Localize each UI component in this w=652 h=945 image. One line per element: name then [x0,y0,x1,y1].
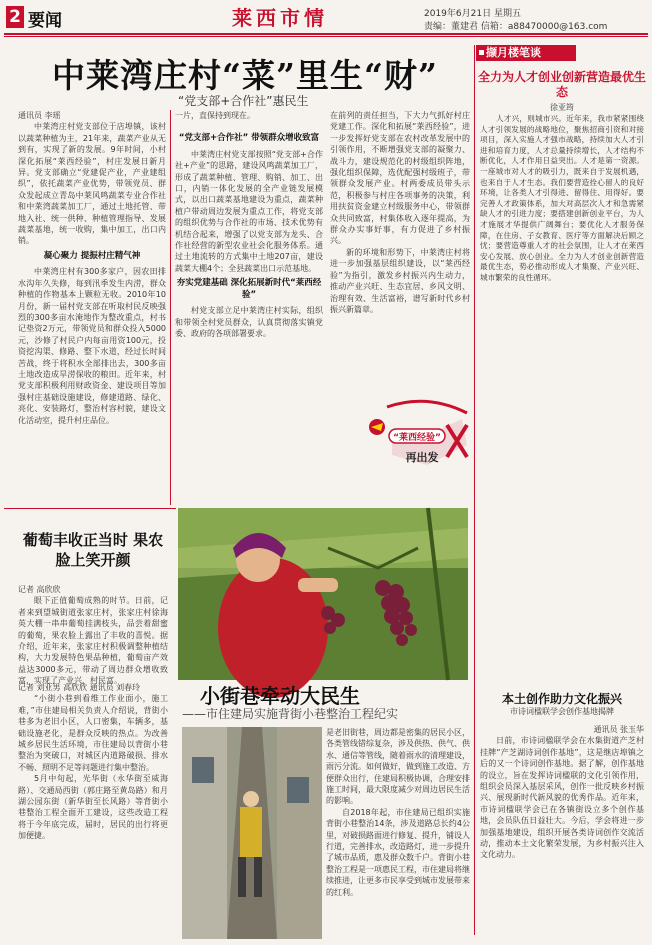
svg-text:再出发: 再出发 [405,451,439,464]
grape-byline: 记者 高欣欣 [18,585,61,594]
sidebar-article [480,114,644,674]
page-number: 2 [6,6,24,28]
newspaper-name: 莱西市情 [232,6,328,30]
culture-headline: 本土创作助力文化振兴 [501,692,622,706]
grape-headline: 葡萄丰收正当时 果农脸上笑开颜 [22,531,164,569]
section-rule [4,508,176,509]
laixi-experience-logo [367,395,477,477]
main-subhead: 凝心聚力 提振村庄精气神 [43,250,141,261]
alley-paragraph: “小街小巷到看维工作业面小，施工难，”市住建局相关负责人介绍说，背街小巷多为老旧小区，人口密集，车辆多，基础设施老化，是群众反映的热点。为改善城乡居民生活环境，市住建局以背街小巷整治为突破口，对城区内道路破损、排水不畅、照明不足等问题进行集中整治。 [18,694,168,772]
main-article-col1 [18,110,166,522]
sidebar-headline: 全力为人才创业创新营造最优生态 [478,70,647,99]
main-paragraph: 一片，直保持到现在。 [175,111,255,120]
header-rule [4,33,648,35]
main-paragraph: 在前列的责任担当，下大力气抓好村庄党建工作。深化和拓展“莱西经验”，进一步发挥好党支部在农村改革发展中的引领作用，不断增强党支部的凝聚力、战斗力，建设规范化的村级组织阵地，强化组织保障，选优配强村级班子，带领群众发展产业。村两委成员带头示范，积极参与村庄各项事务的决策，利用扶贫资金建立村级服务中心，带领群众共同致富，村集体收入逐年提高，为群众办实事好事，有力促进了乡村振兴。 [330,111,470,246]
culture-paragraph: 日前，市诗词楹联学会在水集街道产芝村挂牌“产芝湖诗词创作基地”，这是继店埠镇之后的又一个诗词创作基地。据了解，创作基地的设立，旨在发挥诗词楹联的文化引领作用，组织会员深入基层采风，创作一批反映乡村振兴、展现新时代新风貌的优秀作品。近年来，市诗词楹联学会已在各镇街设立多个创作基地，会员队伍日益壮大。今后，学会将进一步加强基地建设，组织开展各类诗词创作交流活动，推动本土文化繁荣发展，为乡村振兴注入文化动力。 [480,736,644,860]
culture-article [480,724,644,939]
main-paragraph: 中莱湾庄村党支部按照“党支部+合作社+产业”的思路，建设风鸣蔬菜加工厂，形成了蔬菜种植、管理、购销、加工、出口，内销一体化发展的全产业链发展模式，以出口蔬菜基地建设为重点，蔬菜种植户带动周边发展为重点工作，将党支部的组织优势与合作社的市场、技术优势有机结合起来，增强了以党支部为龙头、合作社经营的新型农业社会化服务体系。通过土地流转的方式集中土地207亩，建设蔬菜大棚4个；全县蔬菜出口示范基地。 [175,149,323,273]
alley-paragraph: 自2018年起，市住建局已组织实施背街小巷整治14条，涉及道路总长约4公里，对破损路面进行修复、提升，铺设人行道，完善排水，改造路灯，进一步提升了城市品质，惠及群众数千户。背街小巷整治工程是一项惠民工程，市住建局将继续推进，让更多市民享受到城市发展带来的红利。 [326,807,470,897]
main-byline: 通讯员 李瑶 [18,111,61,120]
sidebar-author: 徐亚筠 [550,103,574,112]
alley-headline: 小街巷牵动大民生 [200,684,360,708]
main-headline: 中莱湾庄村“菜”里生“财” [52,56,438,95]
main-subtitle: “党支部+合作社”惠民生 [178,94,309,108]
svg-text:“莱西经验”: “莱西经验” [393,433,441,443]
grape-harvest-photo [178,508,468,680]
alley-byline: 记者 刘亚男 高欣欣 通讯员 刘春玲 [18,683,141,692]
sidebar-paragraph: 人才兴，则城市兴。近年来，我市紧紧围绕人才引领发展的战略地位，聚焦招商引资和对接项目，深入实施人才强市战略，持续加大人才引进和培育力度，人才总量持续增长，人才结构不断优化，人才作用日益突出。人才是第一资源。一座城市对人才的吸引力，既来自于发展机遇，也来自于人才生态。我们要营造拴心留人的良好环境，让各类人才引得进、留得住、用得好。要完善人才政策体系，加大对高层次人才和急需紧缺人才的引进力度；要搭建创新创业平台，为人才施展才华提供广阔舞台；要优化人才服务保障，在住房、子女教育、医疗等方面解决后顾之忧；要营造尊重人才的社会氛围，让人才在莱西安心发展、放心创业。全力为人才创业创新营造最优生态，势必推动形成人才集聚、产业兴旺、城市繁荣的良性循环。 [480,114,644,282]
section-title: 要闻 [28,11,62,31]
alley-article-col1 [18,682,168,940]
alley-subheadline: ——市住建局实施背街小巷整治工程纪实 [182,707,399,721]
culture-byline: 通讯员 张玉华 [593,725,644,734]
main-article-col2 [175,110,323,505]
main-subhead: 夯实党建基础 深化拓展新时代“莱西经验” [176,278,322,300]
culture-subheadline: 市诗词楹联学会创作基地揭牌 [510,707,614,716]
issue-date: 2019年6月21日 星期五 [424,9,521,19]
column-divider [170,110,171,505]
alley-article-col2 [326,727,470,939]
alley-construction-photo [182,727,322,939]
grape-article [18,584,168,686]
grape-paragraph: 眼下正值葡萄成熟的时节。日前，记者来到望城街道张家庄村，张家庄村徐海英大棚一串串葡萄挂满枝头，品尝着甜蜜的葡萄，果农脸上露出了丰收的喜悦。据介绍，近年来，张家庄村积极调整种植结构，大力发展特色果品种植，葡萄亩产效益达3000多元，带动了周边群众增收致富，实现了产业兴、村民富。 [18,596,168,686]
main-paragraph: 新的环境和形势下，中莱湾庄村将进一步加强基层组织建设，以“莱西经验”为指引，激发乡村振兴内生动力，推动产业兴旺、生态宜居、乡风文明、治理有效、生活富裕，谱写新时代乡村振兴新篇章。 [330,247,470,314]
alley-paragraph: 是老旧街巷，周边都是密集的居民小区，各类管线错综复杂，涉及供热、供气、供水、通信等管线，随着雨水的清理建设，雨污分流。如何做好，做到施工改造、方便群众出行，住建局积极协调，合理安排施工时间，最大限度减少对周边居民生活的影响。 [326,728,470,806]
main-article-col3 [330,110,470,392]
main-paragraph: 中莱湾庄村有300多家户，因农田排水沟年久失修，每到汛季发生内涝，群众种植的作物基本上颗粒无收。2010年10月份，新一届村党支部在听取村民反映强烈的300多亩水淹地作为整改重点，村书记垫资2万元，带领党员和群众投入5000元，沙修了村民户内每亩用资100元，投资挖沟渠、修路、整下水道，经过长时间苦战，终于将积水全部排出去，300多亩土地改造成旱涝保收的粮田。近年来，村党支部积极利用财政资金、建设项目等加强村庄基础设施建设，修建道路、绿化、亮化、安装路灯，整治村容村貌，建设文化活动室，提升村庄品位。 [18,267,166,425]
alley-paragraph: 5月中旬起，光华街（永华街至威海路）、交通局西街（郭庄路至黄岛路）和月湖公园东街（新华街至长风路）等背街小巷整治工程全面开工建设，这些改造工程将于今年底完成，届时，居民的出行将更加便捷。 [18,774,168,841]
sidebar-column-tag: 撷月楼笔谈 [476,45,576,61]
main-subhead: “党支部+合作社” 带领群众增收致富 [178,133,320,144]
main-paragraph: 中莱湾庄村党支部位于店埠镇，该村以蔬菜种植为主，21年来，蔬菜产业从无到有，实现了新的发展。9年时间，小村深化拓展“莱西经验”，村庄发展日新月异。党支部确立“党建促产业，产业建组织”，依托蔬菜产业优势，带领党员、群众发起成立青岛中莱风鸣蔬菜专业合作社和中莱湾蔬菜加工厂，通过土地托管、带地入社、统一供种、种植管理指导、发展蔬菜基地，统一收购，集中加工，出口内销。 [18,122,166,246]
main-paragraph: 村党支部立足中莱湾庄村实际，组织和带领全村党员群众，认真贯彻落实镇党委、政府的各项部署要求。 [175,306,323,338]
editor-info: 责编：董建君 信箱：a88470000@163.com [424,22,608,32]
header-rule-thin [4,36,648,37]
sidebar-divider [474,45,475,935]
